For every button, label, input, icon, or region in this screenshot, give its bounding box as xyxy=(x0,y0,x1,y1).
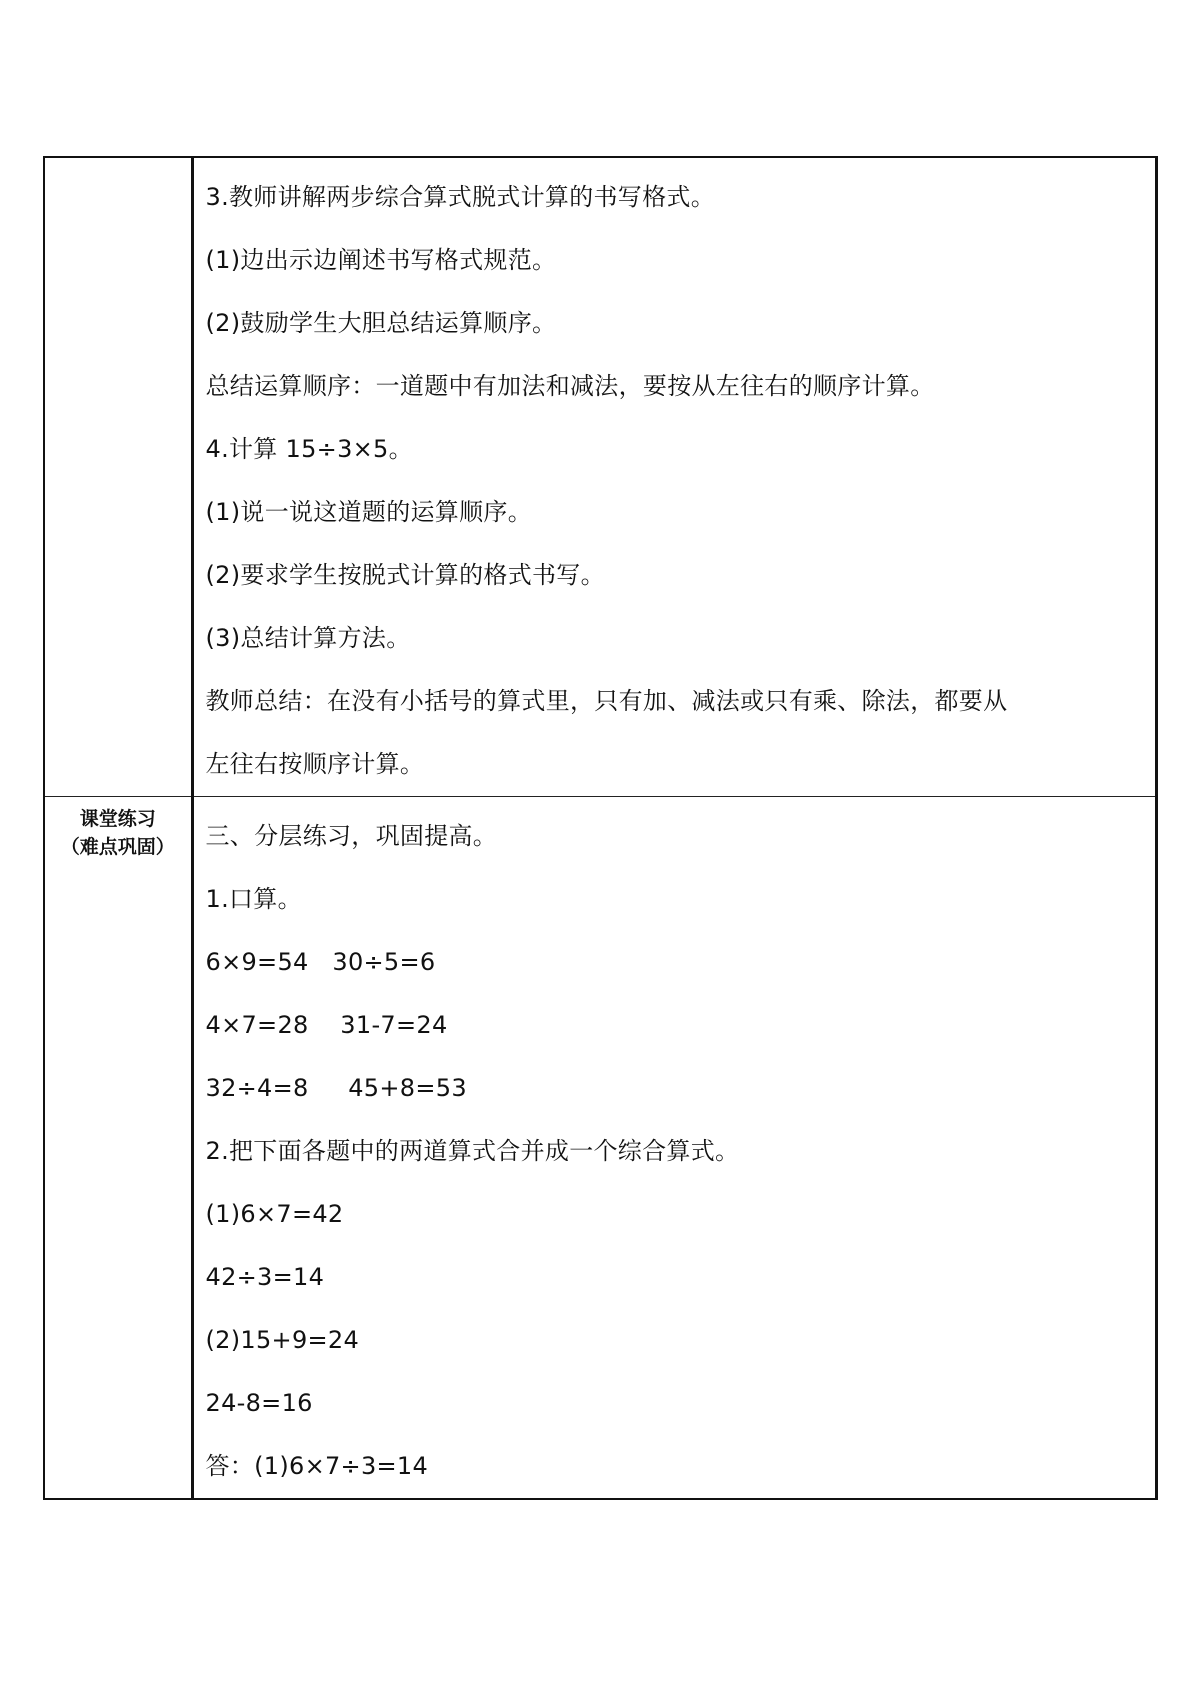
content-block-2 xyxy=(194,797,1155,1498)
text-line: 24-8=16 xyxy=(205,1389,313,1417)
text-line: 教师总结：在没有小括号的算式里，只有加、减法或只有乘、除法，都要从 xyxy=(205,687,1008,715)
section-label-subtitle: （难点巩固） xyxy=(60,836,175,858)
text-line: (2)15+9=24 xyxy=(205,1326,360,1354)
text-line: (2)要求学生按脱式计算的格式书写。 xyxy=(205,561,605,589)
text-line: (3)总结计算方法。 xyxy=(205,624,411,652)
lesson-plan-table xyxy=(43,156,1158,1500)
row-label-cell xyxy=(44,157,192,797)
text-line: 总结运算顺序：一道题中有加法和减法，要按从左往右的顺序计算。 xyxy=(205,372,935,400)
text-line: 32÷4=8 45+8=53 xyxy=(205,1074,467,1102)
section-label-title: 课堂练习 xyxy=(79,808,156,830)
text-line: (1)边出示边阐述书写格式规范。 xyxy=(205,246,557,274)
text-line: 6×9=54 30÷5=6 xyxy=(205,948,436,976)
text-line: (1)6×7=42 xyxy=(205,1200,344,1228)
row-label-cell xyxy=(44,797,192,1500)
text-line: (2)鼓励学生大胆总结运算顺序。 xyxy=(205,309,557,337)
table-row-classroom-practice xyxy=(44,797,1156,1500)
table-row-teaching-process xyxy=(44,157,1156,797)
row-content-cell xyxy=(192,797,1156,1500)
text-line: 4×7=28 31-7=24 xyxy=(205,1011,448,1039)
content-block-1 xyxy=(194,158,1155,796)
row-content-cell xyxy=(192,157,1156,797)
text-line: 3.教师讲解两步综合算式脱式计算的书写格式。 xyxy=(205,183,715,211)
text-line: 2.把下面各题中的两道算式合并成一个综合算式。 xyxy=(205,1137,740,1165)
text-line: 答：(1)6×7÷3=14 xyxy=(205,1452,429,1480)
text-line: 左往右按顺序计算。 xyxy=(205,750,425,778)
text-line: 42÷3=14 xyxy=(205,1263,325,1291)
text-line: 4.计算 15÷3×5。 xyxy=(205,435,413,463)
text-line: 三、分层练习，巩固提高。 xyxy=(205,822,498,850)
text-line: 1.口算。 xyxy=(205,885,302,913)
text-line: (1)说一说这道题的运算顺序。 xyxy=(205,498,532,526)
section-label xyxy=(45,797,191,861)
